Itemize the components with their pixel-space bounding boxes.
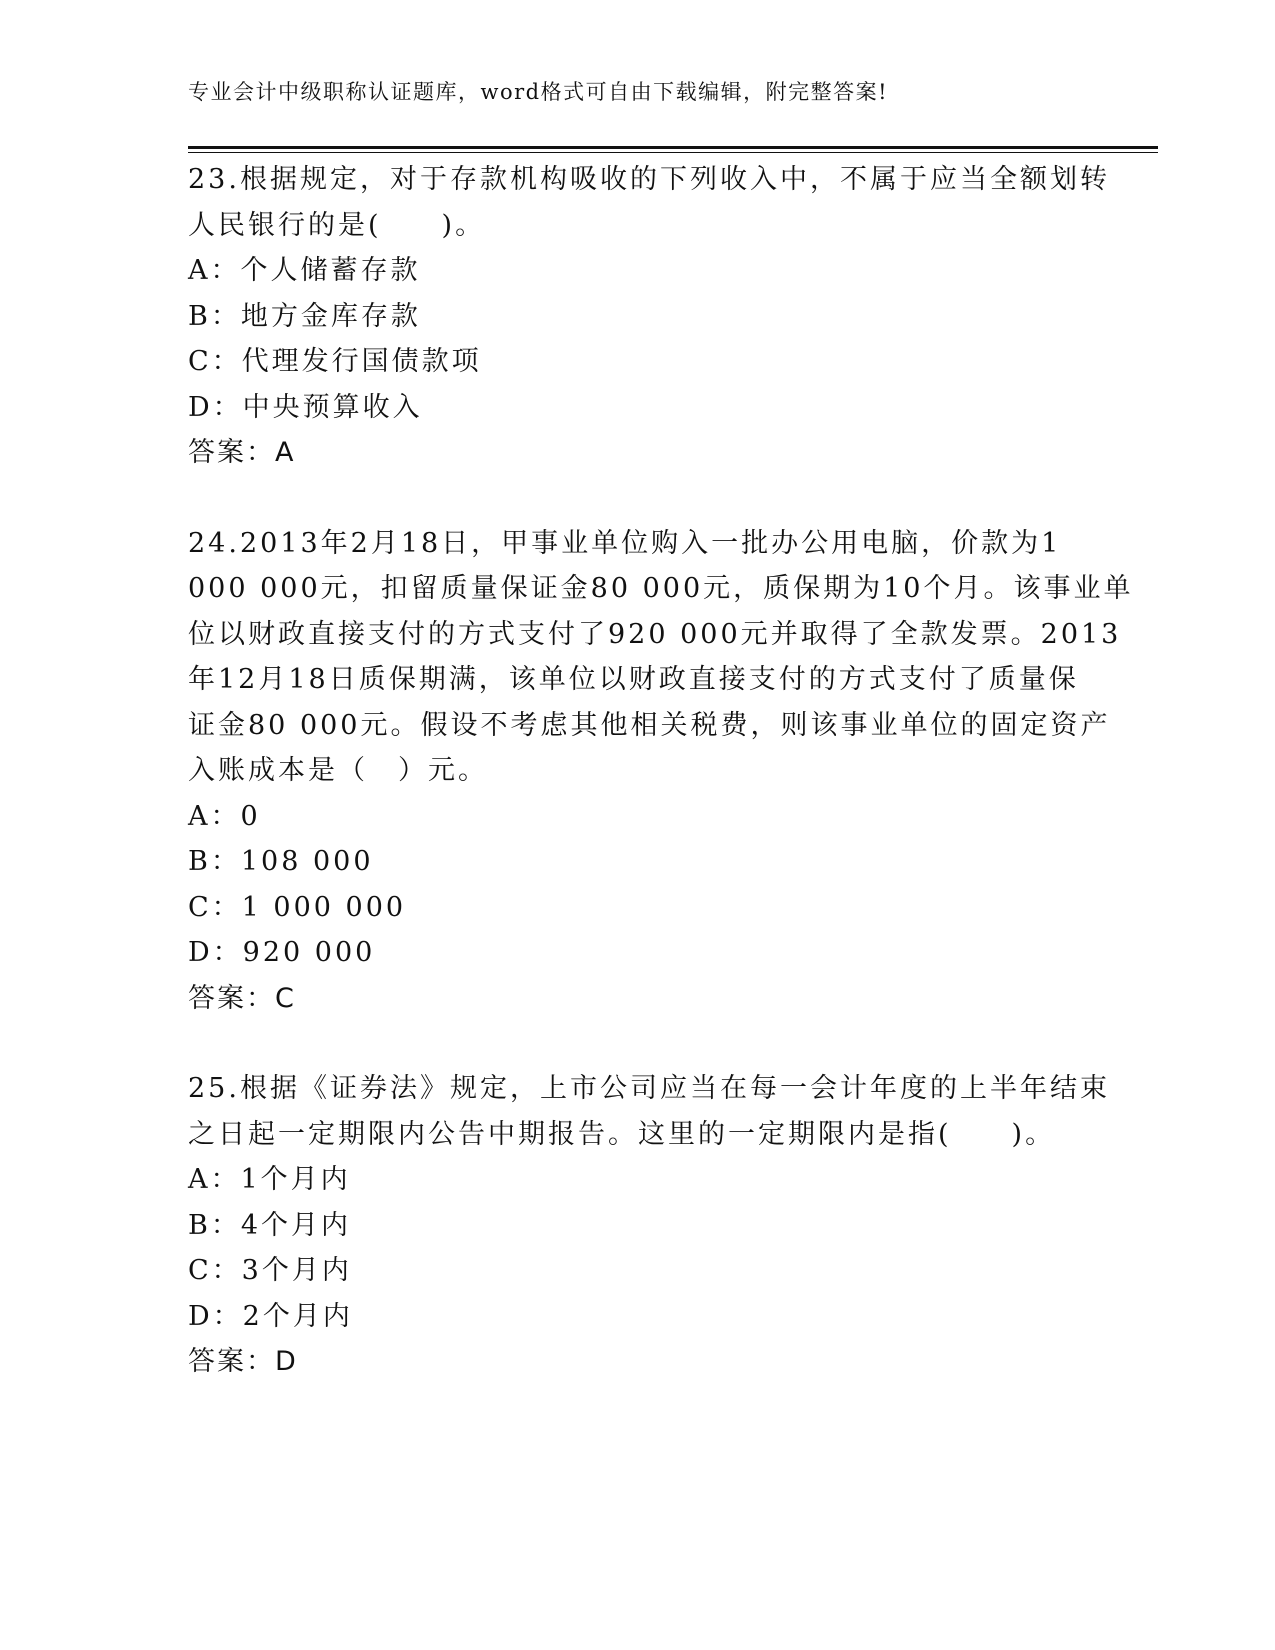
option-a: A：1个月内 <box>188 1164 351 1195</box>
question-text-line: 人民银行的是( )。 <box>188 209 486 241</box>
answer-line: 答案：C <box>188 982 296 1014</box>
question-list <box>188 157 1134 1385</box>
option-b: B：108 000 <box>188 846 374 877</box>
question-text-line: 之日起一定期限内公告中期报告。这里的一定期限内是指( )。 <box>188 1118 1056 1150</box>
question-spacer <box>188 476 1088 521</box>
option-a: A：个人储蓄存款 <box>188 255 421 286</box>
question-text-line: 位以财政直接支付的方式支付了920 000元并取得了全款发票。2013 <box>188 618 1122 650</box>
question-text-line: 年12月18日质保期满，该单位以财政直接支付的方式支付了质量保 <box>188 664 1079 695</box>
option-b: B：4个月内 <box>188 1209 352 1241</box>
answer-line: 答案：D <box>188 1346 298 1377</box>
question-item <box>188 521 1134 1022</box>
question-text-line: 入账成本是（ ）元。 <box>188 755 488 786</box>
question-text-line: 25.根据《证券法》规定，上市公司应当在每一会计年度的上半年结束 <box>188 1073 1110 1104</box>
question-text-line: 23.根据规定，对于存款机构吸收的下列收入中，不属于应当全额划转 <box>188 164 1110 195</box>
option-c: C：3个月内 <box>188 1255 352 1286</box>
question-text-line: 24.2013年2月18日，甲事业单位购入一批办公用电脑，价款为1 <box>188 527 1062 559</box>
option-d: D：中央预算收入 <box>188 391 423 423</box>
option-c: C：1 000 000 <box>188 891 407 923</box>
question-text-line: 000 000元，扣留质量保证金80 000元，质保期为10个月。该事业单 <box>188 573 1134 604</box>
option-d: D：2个月内 <box>188 1300 353 1332</box>
option-a: A：0 <box>188 800 261 832</box>
option-b: B：地方金库存款 <box>188 300 421 332</box>
question-item <box>188 1066 1110 1385</box>
page-header: 专业会计中级职称认证题库，word格式可自由下载编辑，附完整答案! <box>188 80 889 104</box>
question-item <box>188 157 1110 476</box>
question-text-line: 证金80 000元。假设不考虑其他相关税费，则该事业单位的固定资产 <box>188 709 1111 741</box>
question-spacer <box>188 1021 1088 1066</box>
option-d: D：920 000 <box>188 937 376 968</box>
answer-line: 答案：A <box>188 437 296 468</box>
option-c: C：代理发行国债款项 <box>188 346 482 377</box>
header-rule-thin <box>188 152 1158 153</box>
header-rule-thick <box>188 146 1158 149</box>
